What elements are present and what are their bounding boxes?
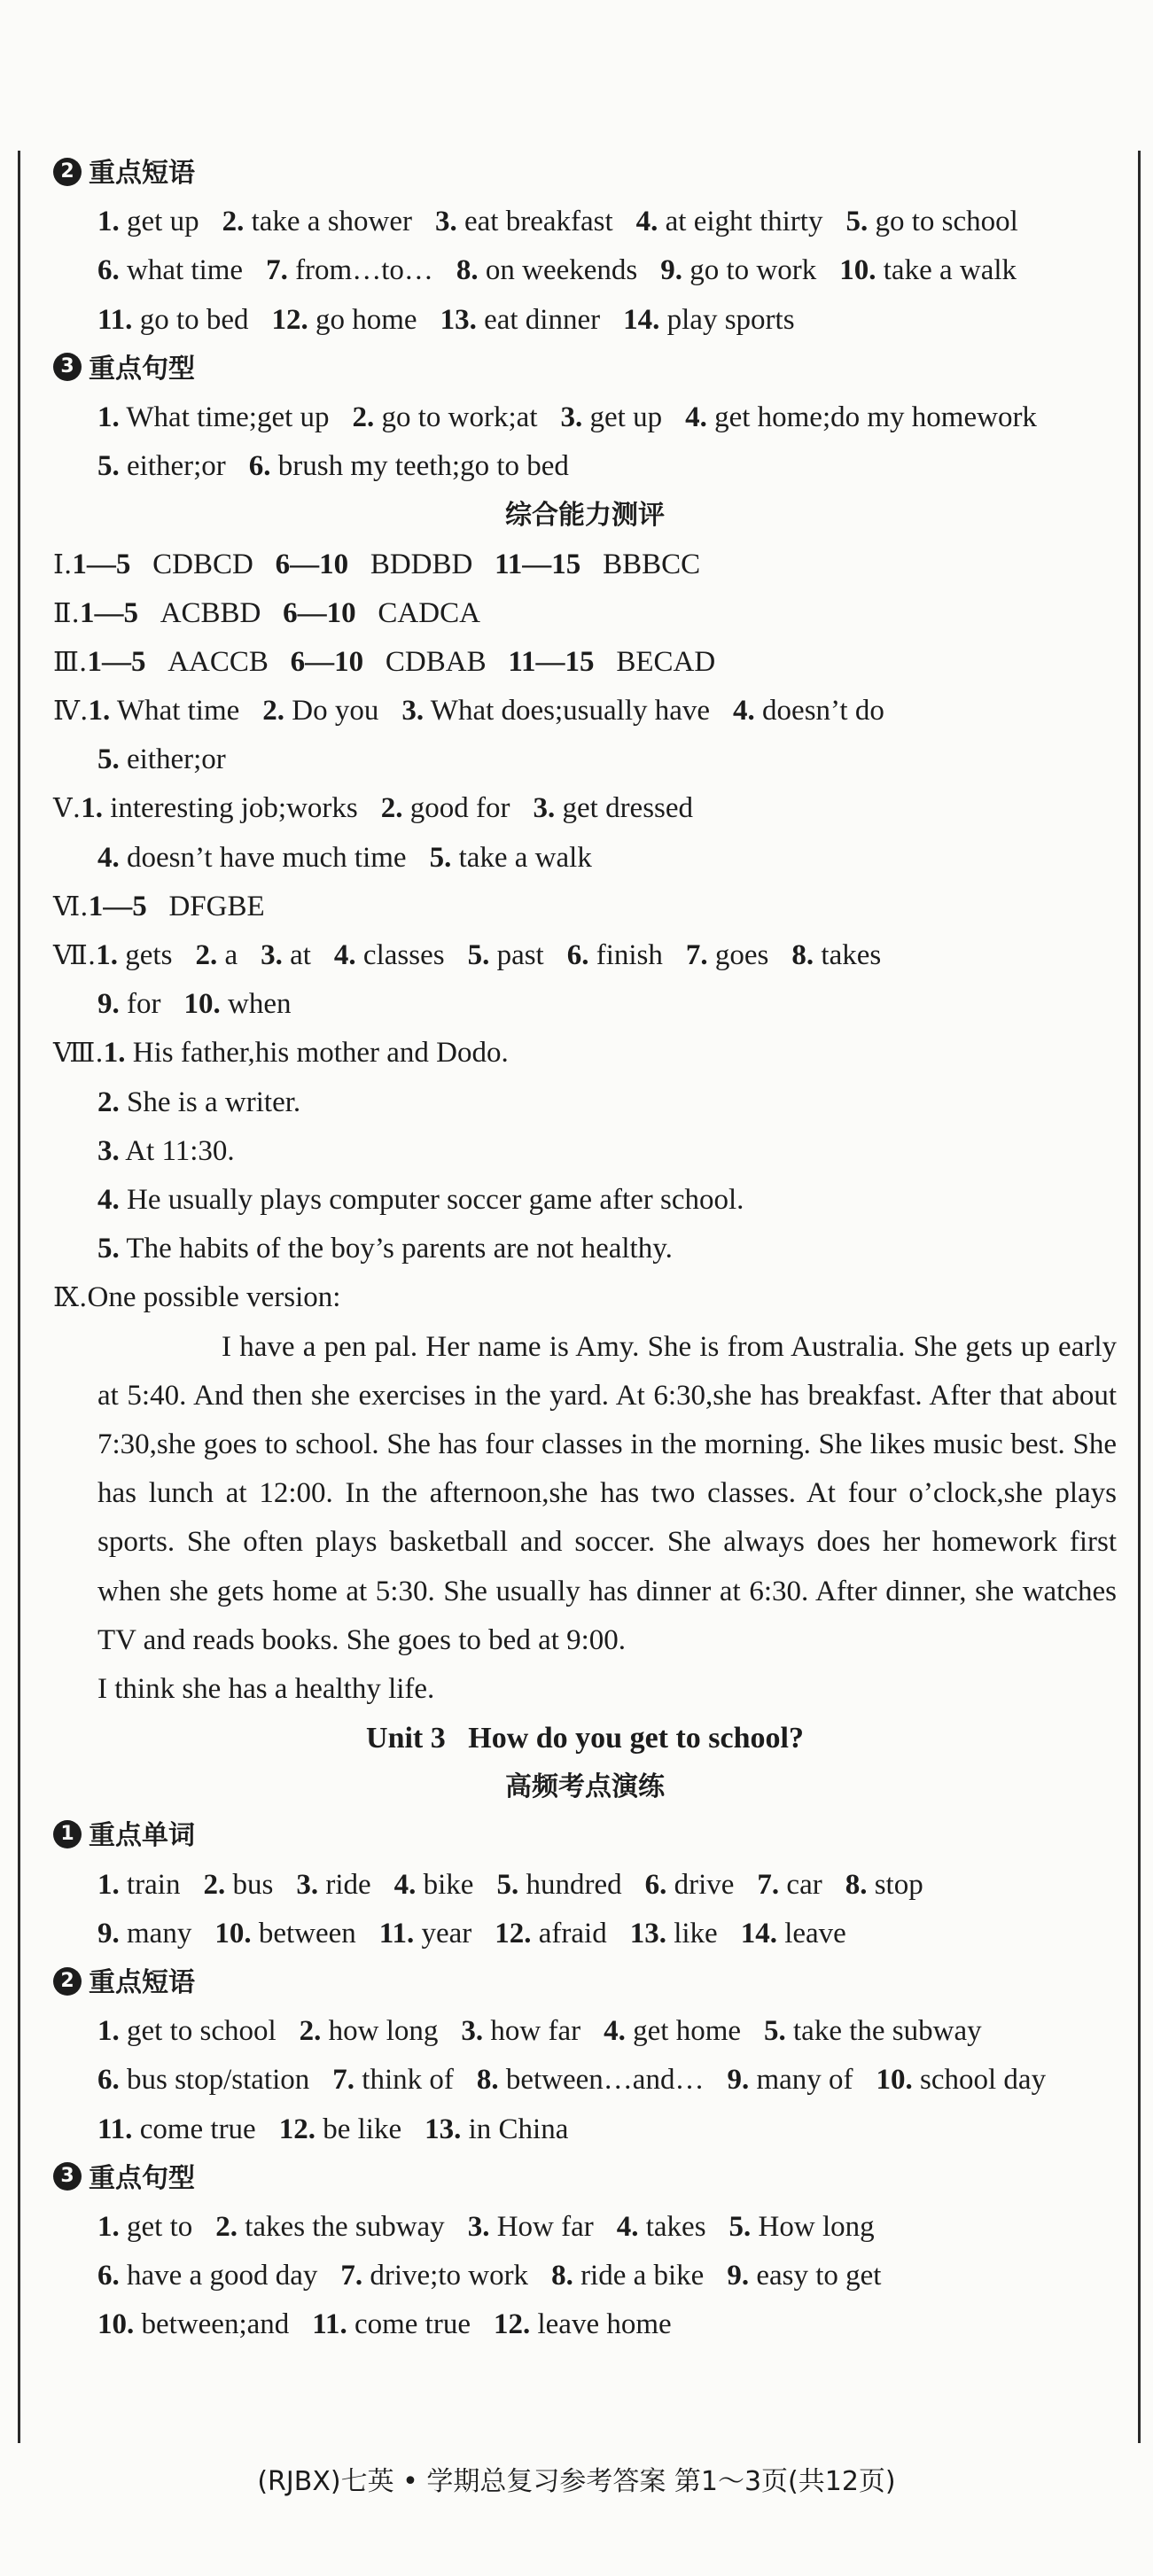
- item-text: be like: [323, 2113, 402, 2145]
- item-number: 2.: [352, 401, 375, 433]
- answer-line: [53, 2056, 1117, 2105]
- item-text: ride: [325, 1868, 371, 1901]
- item-text: interesting job;works: [110, 792, 358, 825]
- answer-item: [845, 206, 1017, 237]
- item-number: 13.: [440, 303, 477, 336]
- item-number: 2.: [97, 1086, 120, 1118]
- answer-item: [440, 304, 601, 336]
- answer-item: [617, 2211, 706, 2243]
- answer-item: [81, 792, 358, 824]
- answer-item: [97, 254, 243, 286]
- answer-item: [477, 2064, 705, 2096]
- item-number: 8.: [456, 254, 479, 287]
- sample-essay: I have a pen pal. Her name is Amy. She is from Australia. She gets up early at 5:40. And then she exercises in the yard. At 6:30,she has breakfast. After that about 7:30,she goes to school. She has four classes in the morning. She likes music best. She has lunch at 12:00. In the afternoon,she has two classes. At four o’clock,she plays sports. She often plays basketball and soccer. She always does her homework first when she gets home at 5:30. She usually has dinner at 6:30. After dinner, she watches TV and reads books. She goes to bed at 9:00.: [97, 1330, 1117, 1656]
- item-text: The habits of the boy’s parents are not healthy.: [126, 1233, 673, 1265]
- answer-item: [791, 939, 881, 971]
- item-number: 13.: [629, 1917, 666, 1950]
- section-heading: 1 重点单词: [53, 1811, 1117, 1860]
- item-number: 4.: [97, 1183, 120, 1216]
- item-number: 3.: [261, 939, 283, 971]
- answer-item: [425, 2113, 568, 2145]
- item-number: 5.: [429, 841, 452, 874]
- answer-item: [876, 2064, 1047, 2096]
- answer-item: [494, 2308, 672, 2340]
- answer-item: [97, 1918, 191, 1950]
- item-text: What does;usually have: [430, 695, 711, 728]
- answer-item: [353, 401, 538, 433]
- answer-row-6: Ⅵ.1—5 DFGBE: [53, 890, 265, 922]
- item-number: 4.: [733, 695, 755, 728]
- answer-item: [97, 842, 407, 874]
- answer-item: [623, 304, 794, 336]
- section-number: 1: [53, 1820, 82, 1848]
- answer-item: [686, 939, 769, 971]
- right-rule: [1138, 151, 1141, 2443]
- item-number: 2.: [380, 792, 403, 825]
- item-text: how long: [328, 2015, 439, 2048]
- item-text: come true: [354, 2308, 471, 2341]
- item-number: 11.: [97, 2113, 133, 2145]
- item-number: 1.: [97, 2015, 120, 2048]
- item-number: 8.: [791, 939, 814, 971]
- item-text: easy to get: [756, 2260, 882, 2292]
- answer-item: [266, 254, 433, 286]
- item-number: 12.: [493, 2308, 531, 2341]
- item-text: afraid: [538, 1917, 607, 1950]
- answer-item: [645, 1869, 735, 1901]
- answer-row-9: Ⅸ.One possible version:: [53, 1281, 341, 1314]
- item-number: 12.: [278, 2113, 316, 2145]
- answer-item: [215, 2211, 444, 2243]
- item-text: car: [786, 1868, 822, 1901]
- answer-item: [604, 2015, 741, 2047]
- item-text: take the subway: [793, 2015, 982, 2048]
- item-text: get up: [127, 206, 199, 238]
- answer-item: [97, 2015, 277, 2047]
- item-text: have a good day: [127, 2260, 318, 2292]
- item-number: 10.: [876, 2064, 913, 2097]
- item-text: get home: [633, 2015, 742, 2048]
- item-number: 7.: [685, 939, 708, 971]
- item-number: 10.: [183, 988, 221, 1021]
- item-text: She is a writer.: [127, 1086, 301, 1118]
- answer-row-4-continued: [53, 735, 1117, 784]
- item-number: 5.: [496, 1868, 519, 1901]
- item-number: 1.: [97, 206, 120, 238]
- item-text: ride a bike: [580, 2260, 705, 2292]
- answer-item: [551, 2260, 704, 2292]
- answer-item: [495, 1918, 606, 1950]
- answer-line: [53, 2252, 1117, 2300]
- answer-item: [381, 792, 510, 824]
- item-number: 12.: [271, 303, 308, 336]
- answer-item: [496, 1869, 621, 1901]
- item-number: 2.: [299, 2015, 322, 2048]
- item-number: 3.: [560, 401, 583, 433]
- answer-item: [97, 1869, 180, 1901]
- item-number: 4.: [333, 939, 356, 971]
- answer-item: [468, 2211, 594, 2243]
- item-text: How far: [496, 2210, 594, 2243]
- answer-item: [685, 401, 1037, 433]
- item-number: 2.: [195, 939, 218, 971]
- item-text: for: [127, 988, 161, 1021]
- answer-item: [636, 206, 823, 237]
- item-number: 10.: [97, 2308, 135, 2341]
- answer-item: [764, 2015, 982, 2047]
- item-number: 9.: [660, 254, 683, 287]
- item-number: 9.: [727, 2064, 750, 2097]
- item-number: 1.: [103, 1037, 126, 1070]
- item-text: train: [127, 1868, 181, 1901]
- item-text: takes the subway: [245, 2210, 445, 2243]
- item-text: think of: [362, 2064, 454, 2097]
- item-text: come true: [139, 2113, 256, 2145]
- answer-item: [97, 988, 160, 1020]
- item-text: hundred: [526, 1868, 622, 1901]
- item-number: 4.: [393, 1868, 417, 1901]
- left-rule: [18, 151, 20, 2443]
- section-number: 2: [53, 1967, 82, 1996]
- item-text: takes: [821, 939, 882, 971]
- item-number: 13.: [425, 2113, 462, 2145]
- item-text: bus stop/station: [127, 2064, 310, 2097]
- item-number: 11.: [312, 2308, 347, 2341]
- section-number: 3: [53, 2162, 82, 2191]
- answer-item: [262, 695, 378, 727]
- answer-item: [845, 1869, 923, 1901]
- item-text: like: [674, 1917, 718, 1950]
- item-text: brush my teeth;go to bed: [277, 450, 569, 483]
- section-number: 3: [53, 353, 82, 381]
- item-text: in China: [468, 2113, 569, 2145]
- item-number: 7.: [332, 2064, 355, 2097]
- item-text: from…to…: [295, 254, 433, 287]
- item-number: 14.: [740, 1917, 777, 1950]
- item-number: 14.: [623, 303, 660, 336]
- item-text: At 11:30.: [125, 1134, 235, 1167]
- section-number: 2: [53, 158, 82, 186]
- item-text: take a shower: [251, 206, 412, 238]
- answer-item: [567, 939, 663, 971]
- answer-line: [53, 2007, 1117, 2056]
- item-text: leave home: [537, 2308, 672, 2341]
- answer-item: [89, 695, 240, 727]
- item-text: eat dinner: [484, 303, 601, 336]
- item-text: between…and…: [505, 2064, 705, 2097]
- item-number: 9.: [97, 988, 120, 1021]
- item-number: 3.: [467, 2210, 490, 2243]
- item-number: 5.: [764, 2015, 786, 2048]
- item-number: 6.: [644, 1868, 667, 1901]
- item-text: leave: [784, 1917, 846, 1950]
- answer-line: [53, 1176, 1117, 1225]
- answer-item: [97, 743, 226, 775]
- answer-item: [401, 695, 710, 727]
- answer-item: [733, 695, 884, 727]
- item-number: 5.: [728, 2210, 752, 2243]
- answer-item: [394, 1869, 474, 1901]
- item-number: 5.: [97, 1233, 120, 1265]
- item-text: good for: [409, 792, 510, 825]
- answer-item: [97, 2260, 317, 2292]
- answer-item: [222, 206, 412, 237]
- item-number: 6.: [97, 254, 120, 287]
- item-text: past: [496, 939, 544, 971]
- item-number: 2.: [222, 206, 245, 238]
- item-text: between;and: [141, 2308, 290, 2341]
- answer-item: [97, 1086, 300, 1118]
- item-text: go home: [316, 303, 417, 336]
- answer-item: [97, 206, 199, 237]
- item-number: 8.: [845, 1868, 868, 1901]
- answer-row-5: Ⅴ.1. interesting job;works 2. good for 3. get dressed: [53, 792, 694, 825]
- item-number: 1.: [88, 695, 111, 728]
- answer-item: [183, 988, 291, 1020]
- essay-closing: I think she has a healthy life.: [97, 1672, 435, 1705]
- answer-item: [430, 842, 592, 874]
- item-text: many: [127, 1917, 192, 1950]
- item-text: goes: [714, 939, 769, 971]
- answer-item: [727, 2260, 881, 2292]
- item-text: take a walk: [883, 254, 1017, 287]
- answer-row-1: Ⅰ.1—5 CDBCD 6—10 BDDBD 11—15 BBBCC: [53, 548, 701, 580]
- answer-item: [97, 1233, 673, 1265]
- item-text: either;or: [127, 450, 226, 483]
- item-text: eat breakfast: [464, 206, 613, 238]
- item-text: get to: [127, 2210, 193, 2243]
- answer-line: [53, 1127, 1117, 1176]
- answer-line: [53, 1225, 1117, 1273]
- item-text: bus: [232, 1868, 274, 1901]
- item-number: 1.: [97, 401, 120, 433]
- answer-item: [332, 2064, 454, 2096]
- answer-line: [53, 2300, 1117, 2349]
- item-number: 2.: [203, 1868, 226, 1901]
- section-heading: 2 重点短语: [53, 149, 1117, 198]
- item-text: on weekends: [485, 254, 638, 287]
- answer-item: [456, 254, 637, 286]
- item-text: year: [421, 1917, 472, 1950]
- item-text: when: [227, 988, 292, 1021]
- item-number: 4.: [616, 2210, 639, 2243]
- item-text: How long: [758, 2210, 875, 2243]
- answer-item: [97, 2064, 309, 2096]
- answer-item: [97, 2113, 256, 2145]
- answer-row-7-continued: [53, 980, 1117, 1029]
- answer-item: [97, 450, 226, 482]
- item-number: 7.: [340, 2260, 363, 2292]
- answer-item: [757, 1869, 822, 1901]
- item-text: either;or: [127, 743, 226, 776]
- item-text: stop: [874, 1868, 923, 1901]
- answer-item: [379, 1918, 471, 1950]
- answer-item: [96, 939, 172, 971]
- item-number: 6.: [97, 2064, 120, 2097]
- item-number: 1.: [96, 939, 119, 971]
- answer-row-4: Ⅳ.1. What time 2. Do you 3. What does;usually have 4. doesn’t do: [53, 695, 884, 728]
- item-number: 7.: [757, 1868, 780, 1901]
- answer-item: [296, 1869, 370, 1901]
- page-footer: (RJBX)七英 • 学期总复习参考答案 第1～3页(共12页): [257, 2466, 896, 2497]
- item-number: 2.: [262, 695, 285, 728]
- item-text: take a walk: [458, 841, 592, 874]
- item-number: 8.: [551, 2260, 573, 2292]
- item-text: doesn’t do: [762, 695, 884, 728]
- answer-item: [97, 2211, 192, 2243]
- item-text: drive: [674, 1868, 735, 1901]
- answer-item: [300, 2015, 439, 2047]
- unit-title: Unit 3 How do you get to school?: [366, 1722, 804, 1755]
- item-text: get home;do my homework: [714, 401, 1037, 433]
- item-text: go to school: [875, 206, 1018, 238]
- item-number: 9.: [97, 1917, 120, 1950]
- answer-item: [340, 2260, 528, 2292]
- answer-row-7: Ⅶ.1. gets 2. a 3. at 4. classes 5. past 6. finish 7. goes 8. takes: [53, 939, 882, 971]
- item-text: get dressed: [562, 792, 694, 825]
- item-number: 1.: [97, 1868, 120, 1901]
- item-text: go to bed: [139, 303, 249, 336]
- item-text: What time: [116, 695, 240, 728]
- answer-item: [461, 2015, 580, 2047]
- item-number: 1.: [97, 2210, 120, 2243]
- answer-line: [53, 198, 1117, 246]
- item-text: how far: [490, 2015, 581, 2048]
- answer-item: [630, 1918, 718, 1950]
- item-number: 2.: [215, 2210, 238, 2243]
- answer-line: [53, 1910, 1117, 1958]
- item-number: 6.: [566, 939, 589, 971]
- section-heading: 3 重点句型: [53, 345, 1117, 393]
- item-text: doesn’t have much time: [127, 841, 407, 874]
- answer-item: [839, 254, 1017, 286]
- section-heading: 3 重点句型: [53, 2154, 1117, 2203]
- answer-item: [660, 254, 816, 286]
- answer-item: [97, 304, 249, 336]
- answer-item: [272, 304, 417, 336]
- item-number: 11.: [97, 303, 133, 336]
- item-number: 5.: [467, 939, 490, 971]
- item-number: 5.: [97, 743, 120, 776]
- answer-item: [534, 792, 694, 824]
- answer-row-5-continued: [53, 834, 1117, 883]
- item-text: go to work: [689, 254, 817, 287]
- answer-item: [261, 939, 311, 971]
- item-text: at eight thirty: [665, 206, 823, 238]
- answer-item: [435, 206, 613, 237]
- answer-line: [53, 296, 1117, 345]
- answer-line: [53, 2203, 1117, 2252]
- item-text: a: [224, 939, 238, 971]
- item-text: between: [258, 1917, 356, 1950]
- answer-item: [97, 2308, 289, 2340]
- answer-item: [203, 1869, 273, 1901]
- item-number: 5.: [97, 450, 120, 483]
- answer-line: [53, 1078, 1117, 1127]
- item-number: 12.: [495, 1917, 532, 1950]
- item-number: 3.: [401, 695, 425, 728]
- drill-title: 高频考点演练: [505, 1771, 665, 1803]
- section-heading: 2 重点短语: [53, 1958, 1117, 2007]
- item-text: takes: [645, 2210, 706, 2243]
- item-text: His father,his mother and Dodo.: [132, 1037, 509, 1070]
- item-number: 10.: [839, 254, 876, 287]
- item-text: finish: [596, 939, 663, 971]
- item-text: get up: [589, 401, 663, 433]
- item-text: Do you: [292, 695, 379, 728]
- test-title: 综合能力测评: [505, 500, 665, 532]
- item-number: 8.: [476, 2064, 499, 2097]
- answer-item: [97, 401, 330, 433]
- answer-row-2: Ⅱ.1—5 ACBBD 6—10 CADCA: [53, 596, 480, 629]
- answer-line: [53, 246, 1117, 295]
- answer-item: [97, 1135, 235, 1167]
- answer-content: [53, 149, 1117, 2350]
- item-number: 7.: [266, 254, 288, 287]
- item-number: 10.: [214, 1917, 252, 1950]
- item-number: 3.: [435, 206, 457, 238]
- answer-item: [561, 401, 663, 433]
- answer-item: [468, 939, 544, 971]
- item-number: 3.: [533, 792, 556, 825]
- answer-item: [334, 939, 445, 971]
- answer-line: [53, 1861, 1117, 1910]
- item-number: 11.: [378, 1917, 415, 1950]
- item-number: 3.: [296, 1868, 319, 1901]
- item-number: 4.: [635, 206, 658, 238]
- answer-item: [214, 1918, 355, 1950]
- item-number: 6.: [97, 2260, 120, 2292]
- answer-item: [195, 939, 238, 971]
- item-text: He usually plays computer soccer game after school.: [127, 1183, 744, 1216]
- item-text: go to work;at: [381, 401, 538, 433]
- item-text: get to school: [127, 2015, 277, 2048]
- item-number: 3.: [461, 2015, 484, 2048]
- item-text: gets: [125, 939, 173, 971]
- item-number: 3.: [97, 1134, 120, 1167]
- answer-row-3: Ⅲ.1—5 AACCB 6—10 CDBAB 11—15 BECAD: [53, 645, 716, 678]
- answer-line: [53, 442, 1117, 491]
- item-number: 4.: [604, 2015, 626, 2048]
- answer-item: [727, 2064, 853, 2096]
- item-number: 9.: [727, 2260, 750, 2292]
- answer-item: [312, 2308, 471, 2340]
- answer-item: [279, 2113, 401, 2145]
- answer-item: [729, 2211, 875, 2243]
- item-number: 4.: [97, 841, 120, 874]
- item-number: 6.: [248, 450, 271, 483]
- item-text: many of: [756, 2064, 853, 2097]
- answer-item: [97, 1184, 744, 1216]
- item-text: drive;to work: [370, 2260, 529, 2292]
- item-text: school day: [920, 2064, 1047, 2097]
- item-number: 5.: [845, 206, 869, 238]
- item-number: 1.: [81, 792, 103, 825]
- item-text: classes: [362, 939, 445, 971]
- item-number: 4.: [685, 401, 707, 433]
- item-text: at: [290, 939, 311, 971]
- answer-row-8: Ⅷ.1. His father,his mother and Dodo.: [53, 1037, 509, 1070]
- item-text: play sports: [666, 303, 795, 336]
- item-text: bike: [423, 1868, 474, 1901]
- answer-line: [53, 393, 1117, 442]
- item-text: what time: [127, 254, 244, 287]
- answer-line: [53, 2105, 1117, 2154]
- answer-item: [741, 1918, 846, 1950]
- item-text: What time;get up: [126, 401, 330, 433]
- answer-item: [249, 450, 569, 482]
